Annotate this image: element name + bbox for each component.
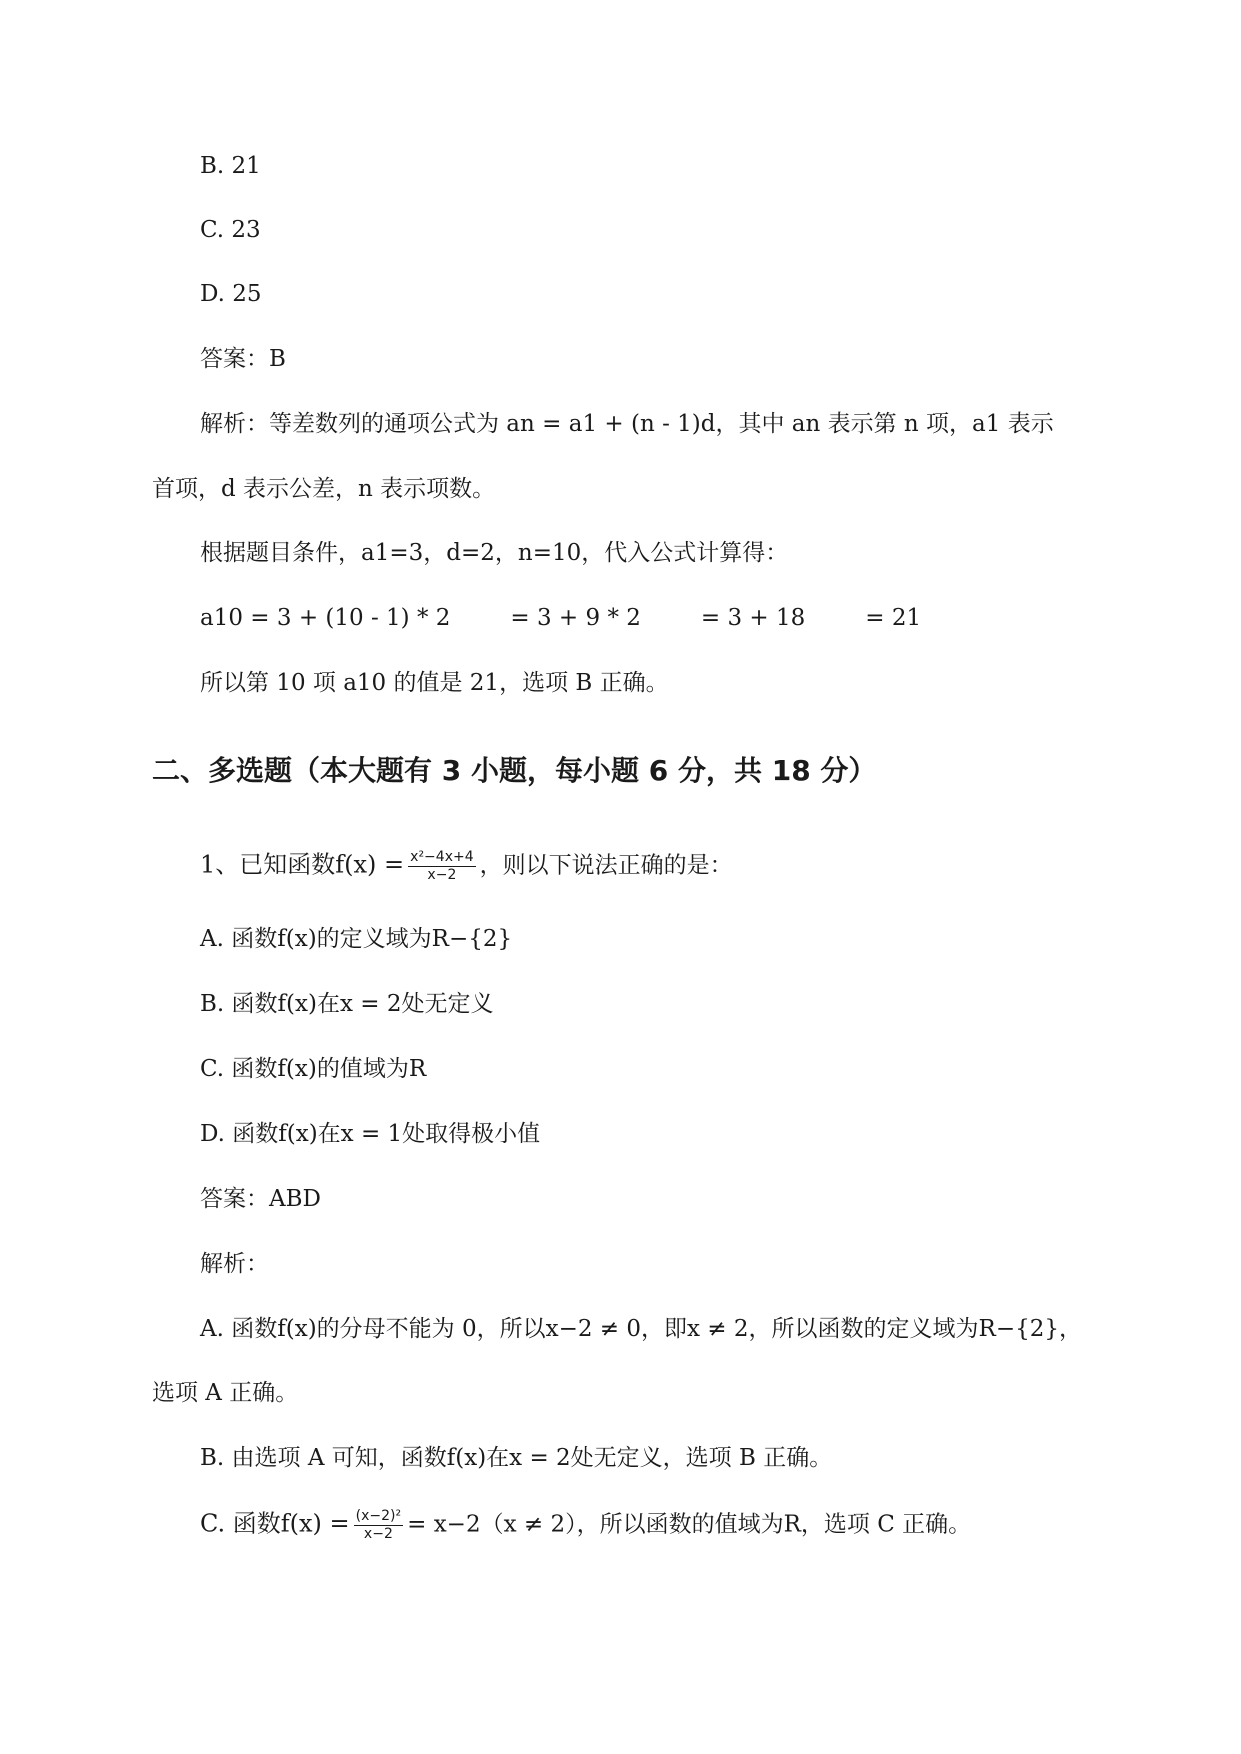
analysis-c-denominator: x−2 <box>363 1526 393 1542</box>
conclusion-text: 所以第 10 项 a10 的值是 21，选项 B 正确。 <box>200 670 669 696</box>
stem-prefix: 1、已知函数f(x) = <box>200 850 405 879</box>
analysis-c-suffix: = x−2（x ≠ 2），所以函数的值域为R，选项 C 正确。 <box>407 1511 972 1538</box>
analysis-c-numerator: (x−2)² <box>355 1508 402 1524</box>
q1-analysis-label: 解析： <box>200 1251 269 1277</box>
calc-step-3: = 3 + 18 <box>700 605 806 631</box>
q1-analysis-b: B. 由选项 A 可知，函数f(x)在x = 2处无定义，选项 B 正确。 <box>200 1445 833 1471</box>
stem-suffix: ，则以下说法正确的是： <box>479 852 733 879</box>
calc-step-2: = 3 + 9 * 2 <box>510 605 641 631</box>
q1-answer: 答案：ABD <box>200 1186 321 1212</box>
answer-text: 答案：B <box>200 346 286 372</box>
stem-fraction <box>408 849 475 884</box>
option-b: B. 21 <box>200 153 261 179</box>
q1-analysis-c <box>200 1508 971 1543</box>
calculation-line <box>200 603 921 633</box>
q1-option-a: A. 函数f(x)的定义域为R−{2} <box>200 926 513 952</box>
question-1-stem <box>200 849 733 884</box>
analysis-line-1: 解析：等差数列的通项公式为 an = a1 + (n - 1)d，其中 an 表示第 n 项，a1 表示 <box>200 411 1054 437</box>
q1-analysis-a-line-1: A. 函数f(x)的分母不能为 0，所以x−2 ≠ 0，即x ≠ 2，所以函数的定义域为R−{2}， <box>200 1316 1082 1342</box>
calc-step-1: a10 = 3 + (10 - 1) * 2 <box>200 605 451 631</box>
q1-option-c: C. 函数f(x)的值域为R <box>200 1056 427 1082</box>
section-heading: 二、多选题（本大题有 3 小题，每小题 6 分，共 18 分） <box>152 754 877 787</box>
q1-option-d: D. 函数f(x)在x = 1处取得极小值 <box>200 1121 541 1147</box>
conditions-text: 根据题目条件，a1=3，d=2，n=10，代入公式计算得： <box>200 540 789 566</box>
analysis-c-fraction <box>354 1508 403 1543</box>
calc-step-4: = 21 <box>865 605 922 631</box>
option-c: C. 23 <box>200 217 261 243</box>
fraction-numerator: x²−4x+4 <box>410 849 474 865</box>
fraction-denominator: x−2 <box>427 867 457 883</box>
analysis-c-prefix: C. 函数f(x) = <box>200 1509 350 1538</box>
q1-option-b: B. 函数f(x)在x = 2处无定义 <box>200 991 494 1017</box>
analysis-line-2: 首项，d 表示公差，n 表示项数。 <box>152 476 496 502</box>
q1-analysis-a-line-2: 选项 A 正确。 <box>152 1380 299 1406</box>
option-d: D. 25 <box>200 281 262 307</box>
